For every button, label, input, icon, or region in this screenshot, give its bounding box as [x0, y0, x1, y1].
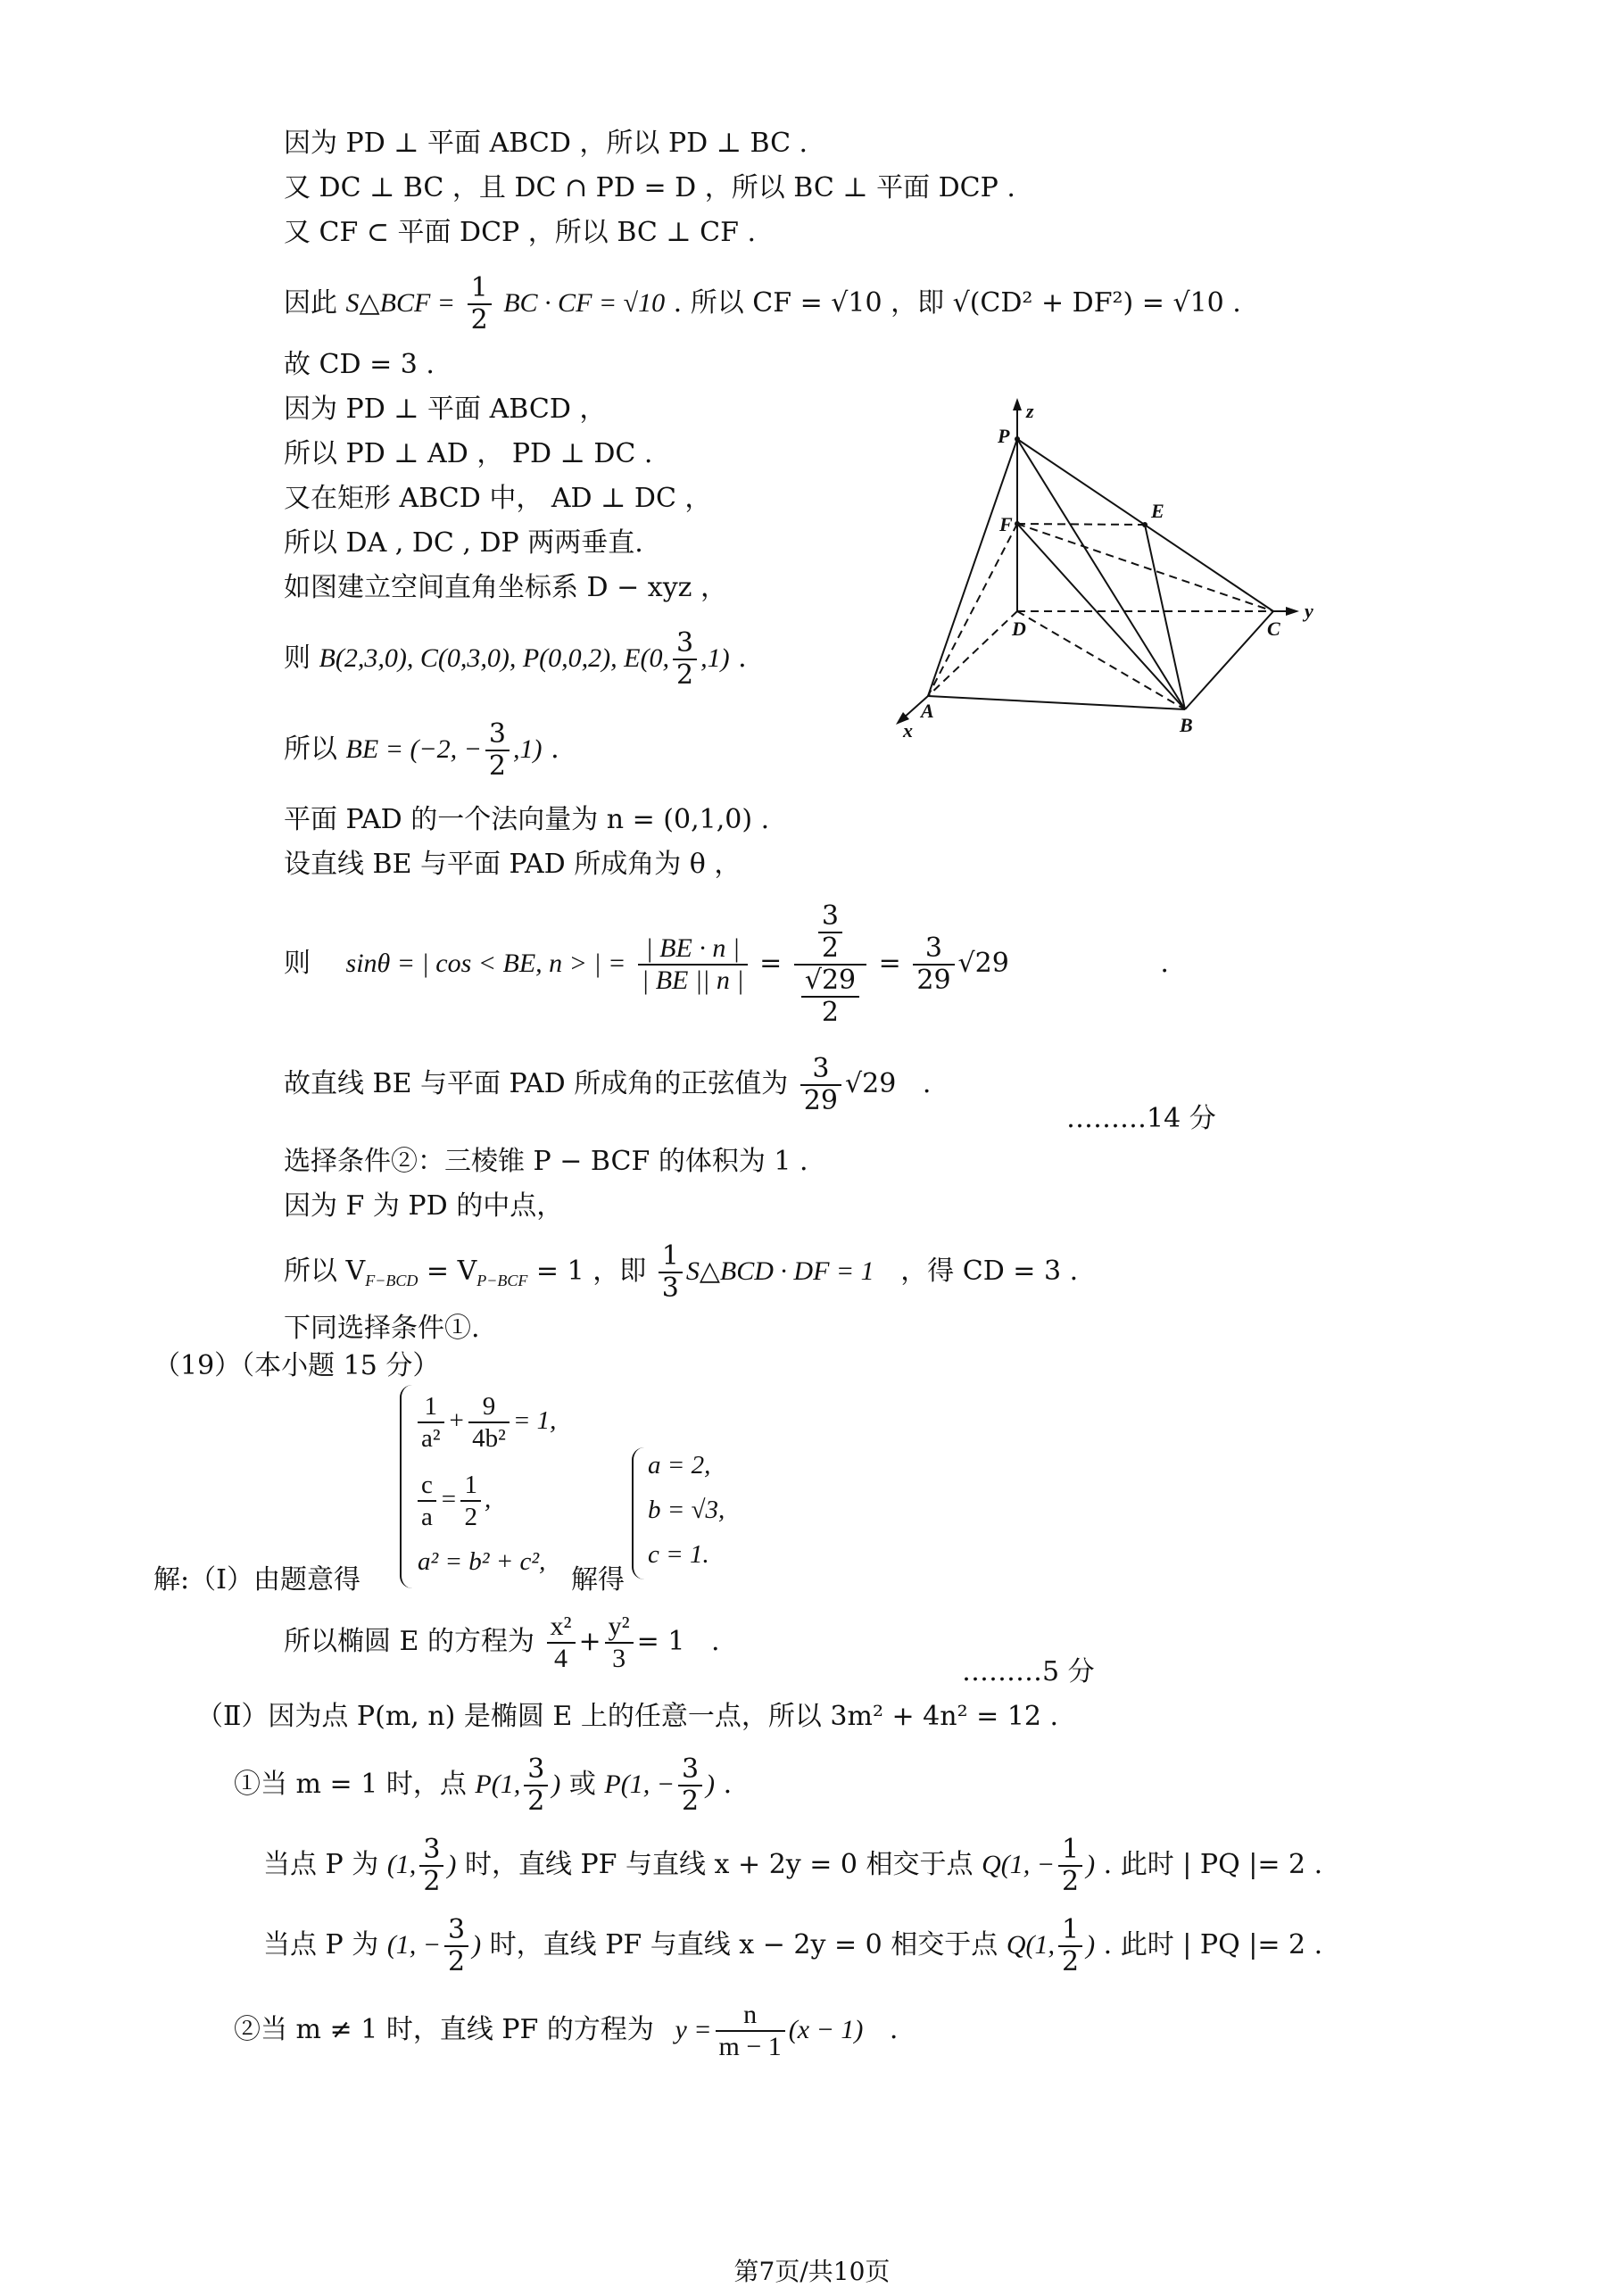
coordinates-tail: ,1)	[700, 643, 730, 673]
line-rectangle-abcd: 又在矩形 ABCD 中， AD ⊥ DC ，	[284, 483, 712, 514]
label-y: y	[1305, 600, 1313, 622]
line-mutually-perpendicular: 所以 DA , DC , DP 两两垂直.	[284, 527, 643, 559]
point-f	[1015, 521, 1020, 526]
fraction-den: 4	[554, 1644, 568, 1673]
line-angle-theta: 设直线 BE 与平面 PAD 所成角为 θ ，	[284, 849, 742, 880]
fraction-den: 3	[612, 1644, 626, 1673]
case3-lead: 当点 P 为	[263, 1929, 379, 1960]
plus: +	[447, 1406, 466, 1435]
label-z: z	[1026, 400, 1034, 422]
score-14: ………14 分	[1066, 1103, 1216, 1134]
fraction-three-halves	[419, 1835, 443, 1897]
line-same-as-condition-1: 下同选择条件①.	[284, 1313, 480, 1344]
coordinates-points: B(2,3,0), C(0,3,0), P(0,0,2), E(0,	[319, 643, 669, 673]
fraction-three-halves	[485, 719, 510, 782]
fraction-three-halves	[524, 1754, 548, 1817]
line-sine-value	[284, 1049, 931, 1120]
fraction-x2-over-4	[547, 1612, 576, 1674]
fraction-num: 9	[468, 1391, 510, 1423]
line-case-m-equals-1	[234, 1749, 732, 1820]
fraction-one-half	[1058, 1835, 1082, 1897]
vector-be-tail: ,1)	[513, 734, 543, 764]
area-expr-right: BC · CF = √10	[503, 288, 666, 318]
line-condition-2: 选择条件②：三棱锥 P − BCF 的体积为 1 .	[284, 1146, 808, 1177]
fraction-n-over-m-minus-1	[716, 2000, 785, 2062]
fraction-den: 2	[1062, 1866, 1080, 1897]
line-part-2: （Ⅱ）因为点 P(m, n) 是椭圆 E 上的任意一点，所以 3m² + 4n² = 12 .	[196, 1701, 1059, 1732]
fraction-den: a	[421, 1503, 433, 1532]
line-area-lead: 因此	[284, 287, 337, 319]
line-pd-perp-abcd: 因为 PD ⊥ 平面 ABCD ，	[284, 394, 607, 425]
edge-pa	[928, 439, 1017, 696]
system-brace	[400, 1385, 412, 1588]
fraction-den: 3	[661, 1272, 679, 1304]
sin-theta-dot: .	[1160, 948, 1169, 979]
sqrt-29: √29	[844, 1068, 897, 1099]
fraction-num: 1	[418, 1391, 444, 1423]
area-conclusion: . 所以 CF = √10 ，即 √(CD² + DF²) = √10 .	[673, 287, 1241, 319]
fraction-num: 1	[1058, 1835, 1082, 1867]
vector-be-dot: .	[551, 734, 559, 765]
sin-theta-expr: sinθ = | cos < BE, n > | =	[345, 949, 626, 978]
sin-theta-lead: 则	[284, 948, 311, 979]
case2-lead: 当点 P 为	[263, 1849, 379, 1880]
case1-lead: ①当 m = 1 时，点	[234, 1769, 467, 1800]
fraction-den: 2	[488, 750, 507, 782]
volume-v-right: = V	[418, 1256, 477, 1287]
label-a: A	[921, 700, 934, 722]
line-f-midpoint: 因为 F 为 PD 的中点，	[284, 1190, 564, 1222]
case4-tail: (x − 1)	[788, 2015, 864, 2044]
solution-b: b = √3,	[648, 1496, 725, 1524]
score-5: ………5 分	[962, 1656, 1095, 1687]
case4-dot: .	[889, 2014, 899, 2045]
volume-sub-pbcf: P−BCF	[476, 1272, 528, 1289]
eq-one: = 1,	[512, 1406, 557, 1435]
line-coordinates	[284, 623, 747, 694]
case3-middle: 时，直线 PF 与直线 x − 2y = 0 相交于点	[489, 1929, 998, 1960]
label-c: C	[1267, 618, 1280, 640]
plus: +	[578, 1626, 601, 1657]
fraction-three-halves	[678, 1754, 702, 1817]
case2-point: (1,	[386, 1850, 417, 1879]
line-volume	[284, 1236, 1078, 1307]
case2-q: Q(1, −	[982, 1850, 1056, 1879]
fraction-sqrt29-half	[801, 966, 859, 1028]
line-bc-perp-plane-dcp: 又 DC ⊥ BC ，且 DC ∩ PD = D ，所以 BC ⊥ 平面 DCP .	[284, 172, 1015, 203]
equals: =	[439, 1485, 458, 1513]
case1-point-2-close: )	[706, 1770, 716, 1799]
line-ellipse-equation	[284, 1606, 720, 1678]
line-coordinate-system: 如图建立空间直角坐标系 D − xyz ，	[284, 572, 728, 603]
sqrt-29: √29	[957, 948, 1009, 979]
pyramid-figure	[883, 393, 1338, 750]
edge-fb	[1017, 524, 1185, 709]
system-eq-3: a² = b² + c²,	[418, 1547, 546, 1576]
case2-tail: . 此时 | PQ |= 2 .	[1103, 1849, 1323, 1880]
fraction-den: 2	[821, 997, 840, 1028]
case3-q: Q(1,	[1006, 1930, 1055, 1960]
comma: ,	[484, 1485, 492, 1513]
fraction-three-over-29	[913, 933, 954, 996]
fraction-three-halves	[444, 1915, 468, 1977]
volume-area-expr: S△BCD · DF = 1	[685, 1256, 874, 1286]
system-eq-2	[414, 1463, 491, 1535]
fraction-num: 1	[468, 273, 492, 305]
line-case-p-1-neg3half	[263, 1910, 1322, 1981]
fraction-three-halves	[818, 901, 842, 964]
fraction-den: 2	[1062, 1946, 1080, 1977]
volume-sub-fbcd: F−BCD	[365, 1272, 418, 1289]
case3-point: (1, −	[386, 1930, 442, 1960]
fraction-num: 3	[818, 901, 842, 933]
fraction-num: 3	[678, 1754, 702, 1786]
fraction-1-over-a2	[418, 1391, 444, 1454]
fraction-9-over-4b2	[468, 1391, 510, 1454]
edge-pb	[1017, 439, 1185, 709]
case1-point-2: P(1, −	[604, 1770, 675, 1799]
fraction-den: 29	[803, 1085, 838, 1116]
sine-value-dot: .	[922, 1068, 932, 1099]
edge-fa	[928, 524, 1017, 696]
fraction-den: 2	[448, 1946, 466, 1977]
ellipse-dot: .	[710, 1626, 720, 1657]
fraction-compound	[794, 901, 866, 1028]
z-axis-arrow-icon	[1013, 398, 1022, 410]
fraction-dot-over-norms	[638, 933, 748, 996]
solution-brace	[632, 1447, 644, 1579]
line-case-m-not-1	[234, 1994, 898, 2066]
case2-middle: 时，直线 PF 与直线 x + 2y = 0 相交于点	[464, 1849, 974, 1880]
label-b: B	[1180, 714, 1193, 736]
sine-value-lead: 故直线 BE 与平面 PAD 所成角的正弦值为	[284, 1068, 789, 1099]
fraction-den: 2	[423, 1866, 441, 1897]
line-normal-vector: 平面 PAD 的一个法向量为 n = (0,1,0) .	[284, 804, 770, 835]
line-pd-perp-ad-dc: 所以 PD ⊥ AD ， PD ⊥ DC .	[284, 438, 653, 469]
case1-point-1: P(1,	[475, 1770, 521, 1799]
fraction-num: n	[716, 2000, 785, 2032]
equals-sign: =	[878, 948, 901, 979]
fraction-num: 3	[913, 933, 954, 966]
ellipse-lead: 所以椭圆 E 的方程为	[284, 1626, 534, 1657]
fraction-den: | BE || n |	[641, 966, 744, 995]
fraction-num: | BE · n |	[638, 933, 748, 966]
solved-label: 解得	[571, 1564, 625, 1596]
fraction-num: 3	[673, 628, 697, 660]
case3-point-close: )	[472, 1930, 482, 1960]
fraction-num: 1	[1058, 1915, 1082, 1947]
solution-c: c = 1.	[648, 1540, 709, 1569]
fraction-c-over-a	[418, 1470, 436, 1532]
volume-conclusion: ，得 CD = 3 .	[900, 1256, 1079, 1287]
line-case-p-1-3half	[263, 1829, 1322, 1901]
line-cd-equals-3: 故 CD = 3 .	[284, 349, 435, 380]
ellipse-equals: = 1	[636, 1626, 685, 1657]
equals-sign: =	[759, 948, 783, 979]
fraction-num: c	[418, 1470, 436, 1502]
system-eq-1	[414, 1385, 556, 1456]
case1-dot: .	[723, 1769, 733, 1800]
fraction-den: 2	[470, 304, 488, 336]
fraction-one-half	[1058, 1915, 1082, 1977]
case3-tail: . 此时 | PQ |= 2 .	[1103, 1929, 1323, 1960]
fraction-one-half	[468, 273, 492, 336]
page-footer: 第7页/共10页	[733, 2257, 891, 2286]
fraction-den: 2	[681, 1786, 700, 1817]
case3-q-close: )	[1086, 1930, 1096, 1960]
area-expr-left: S△BCF =	[345, 288, 456, 318]
fraction-num: 3	[444, 1915, 468, 1947]
label-x: x	[903, 719, 913, 742]
volume-v-left: 所以 V	[284, 1256, 366, 1287]
case2-point-close: )	[447, 1850, 457, 1879]
question-19-header: （19）（本小题 15 分）	[153, 1350, 440, 1381]
case4-lead: ②当 m ≠ 1 时，直线 PF 的方程为	[234, 2014, 654, 2045]
edge-db	[1017, 611, 1185, 709]
vector-be-lead: 所以	[284, 734, 337, 765]
case4-y: y =	[675, 2015, 712, 2044]
label-d: D	[1012, 618, 1026, 640]
fraction-den: 2	[675, 659, 694, 691]
line-area-bcf	[284, 268, 1241, 339]
volume-eq: = 1 ，即	[527, 1256, 647, 1287]
case2-q-close: )	[1086, 1850, 1096, 1879]
fraction-one-half	[460, 1470, 481, 1532]
edge-fe	[1017, 524, 1145, 525]
label-e: E	[1151, 500, 1164, 522]
fraction-num: y²	[605, 1612, 634, 1644]
fraction-num: 1	[460, 1470, 481, 1502]
fraction-num: 3	[485, 719, 510, 751]
fraction-den: a²	[421, 1424, 441, 1454]
fraction-three-halves	[673, 628, 697, 691]
solution-a: a = 2,	[648, 1451, 711, 1480]
fraction-den: 4b²	[472, 1424, 506, 1454]
fraction-den: 29	[916, 965, 951, 996]
fraction-one-third	[659, 1241, 683, 1304]
label-f: F	[999, 513, 1013, 535]
edge-ab	[928, 696, 1185, 709]
line-pd-perp-bc: 因为 PD ⊥ 平面 ABCD ，所以 PD ⊥ BC .	[284, 128, 808, 159]
fraction-three-over-29	[800, 1054, 841, 1116]
point-e	[1142, 522, 1148, 527]
fraction-num: √29	[801, 966, 859, 998]
x-axis-dashed	[928, 611, 1017, 696]
fraction-den	[794, 966, 866, 1028]
coordinates-lead: 则	[284, 642, 311, 674]
fraction-den: 2	[527, 1786, 545, 1817]
coordinates-dot: .	[738, 642, 747, 674]
point-p	[1015, 436, 1020, 442]
fraction-num: 3	[524, 1754, 548, 1786]
fraction-num	[794, 901, 866, 966]
fraction-den: 2	[821, 932, 840, 964]
fraction-num: x²	[547, 1612, 576, 1644]
fraction-num: 3	[800, 1054, 841, 1086]
fraction-num: 3	[419, 1835, 443, 1867]
line-sin-theta	[284, 892, 1169, 1035]
vector-be-expr: BE = (−2, −	[345, 734, 482, 764]
case1-point-1-close: )	[551, 1770, 561, 1799]
case1-or: 或	[568, 1769, 596, 1800]
fraction-num: 1	[659, 1241, 683, 1273]
edge-bc	[1185, 611, 1273, 709]
question-19-intro: 解:（Ⅰ）由题意得	[153, 1564, 360, 1596]
label-p: P	[998, 425, 1010, 447]
fraction-den: 2	[464, 1503, 477, 1532]
y-axis-arrow-icon	[1286, 607, 1299, 616]
line-vector-be	[284, 714, 559, 785]
fraction-y2-over-3	[605, 1612, 634, 1674]
fraction-den: m − 1	[718, 2032, 782, 2061]
edge-eb	[1145, 525, 1185, 709]
line-bc-perp-cf: 又 CF ⊂ 平面 DCP ，所以 BC ⊥ CF .	[284, 217, 756, 248]
